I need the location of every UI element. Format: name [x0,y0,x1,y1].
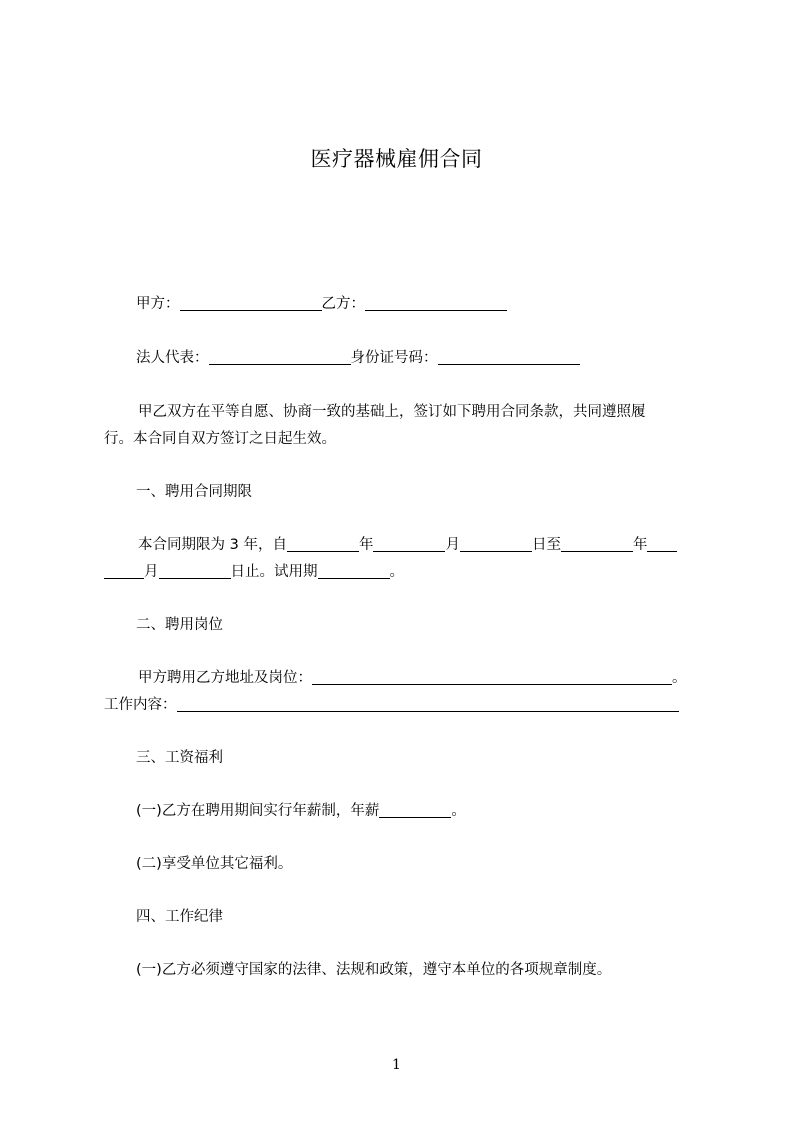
period-mark: 。 [672,670,687,686]
term-line-2 [104,560,704,581]
party-b-blank[interactable] [365,295,507,311]
party-line [104,292,736,313]
legal-rep-blank[interactable] [209,349,351,365]
section-3-heading: 三、工资福利 [136,750,223,766]
document-title: 医疗器械雇佣合同 [310,147,483,171]
work-content-blank[interactable] [177,696,679,712]
day-to-label: 日至 [531,537,561,553]
day-end-label: 日止。试用期 [230,564,318,580]
work-content-label: 工作内容： [104,697,177,713]
start-day-blank[interactable] [460,536,532,552]
party-a-label: 甲方： [136,296,180,312]
start-month-blank[interactable] [373,536,445,552]
end-year-blank[interactable] [561,536,633,552]
start-year-blank[interactable] [287,536,359,552]
position-label: 甲方聘用乙方地址及岗位： [138,670,312,686]
intro-line-1: 甲乙双方在平等自愿、协商一致的基础上，签订如下聘用合同条款，共同遵照履 [138,404,646,420]
section-1-heading: 一、聘用合同期限 [136,484,252,500]
term-prefix: 本合同期限为 3 年，自 [138,537,287,553]
salary-text: (一)乙方在聘用期间实行年薪制，年薪 [136,803,380,819]
month-label: 月 [144,564,159,580]
party-a-blank[interactable] [180,295,322,311]
period-mark: 。 [389,564,404,580]
work-content-line [104,693,704,714]
year-label: 年 [358,537,374,553]
intro-line-2: 行。本合同自双方签订之日起生效。 [104,431,336,447]
legal-rep-label: 法人代表： [136,350,209,366]
term-line-1 [104,533,738,554]
discipline-line: (一)乙方必须遵守国家的法律、法规和政策，遵守本单位的各项规章制度。 [136,962,612,978]
end-month-blank[interactable] [647,536,677,552]
section-2-heading: 二、聘用岗位 [136,617,223,633]
id-number-label: 身份证号码： [350,350,438,366]
end-month-blank-cont[interactable] [104,563,144,579]
page-number: 1 [392,1057,401,1073]
end-day-blank[interactable] [159,563,231,579]
salary-blank[interactable] [379,802,451,818]
position-blank[interactable] [312,669,672,685]
party-b-label: 乙方： [321,296,365,312]
salary-line [104,799,736,820]
welfare-line: (二)享受单位其它福利。 [136,856,293,872]
probation-blank[interactable] [318,563,390,579]
id-number-blank[interactable] [438,349,580,365]
period-mark: 。 [451,803,466,819]
month-label: 月 [445,537,460,553]
position-line [104,666,738,687]
year-label: 年 [632,537,648,553]
section-4-heading: 四、工作纪律 [136,909,223,925]
legal-rep-line [104,346,736,367]
